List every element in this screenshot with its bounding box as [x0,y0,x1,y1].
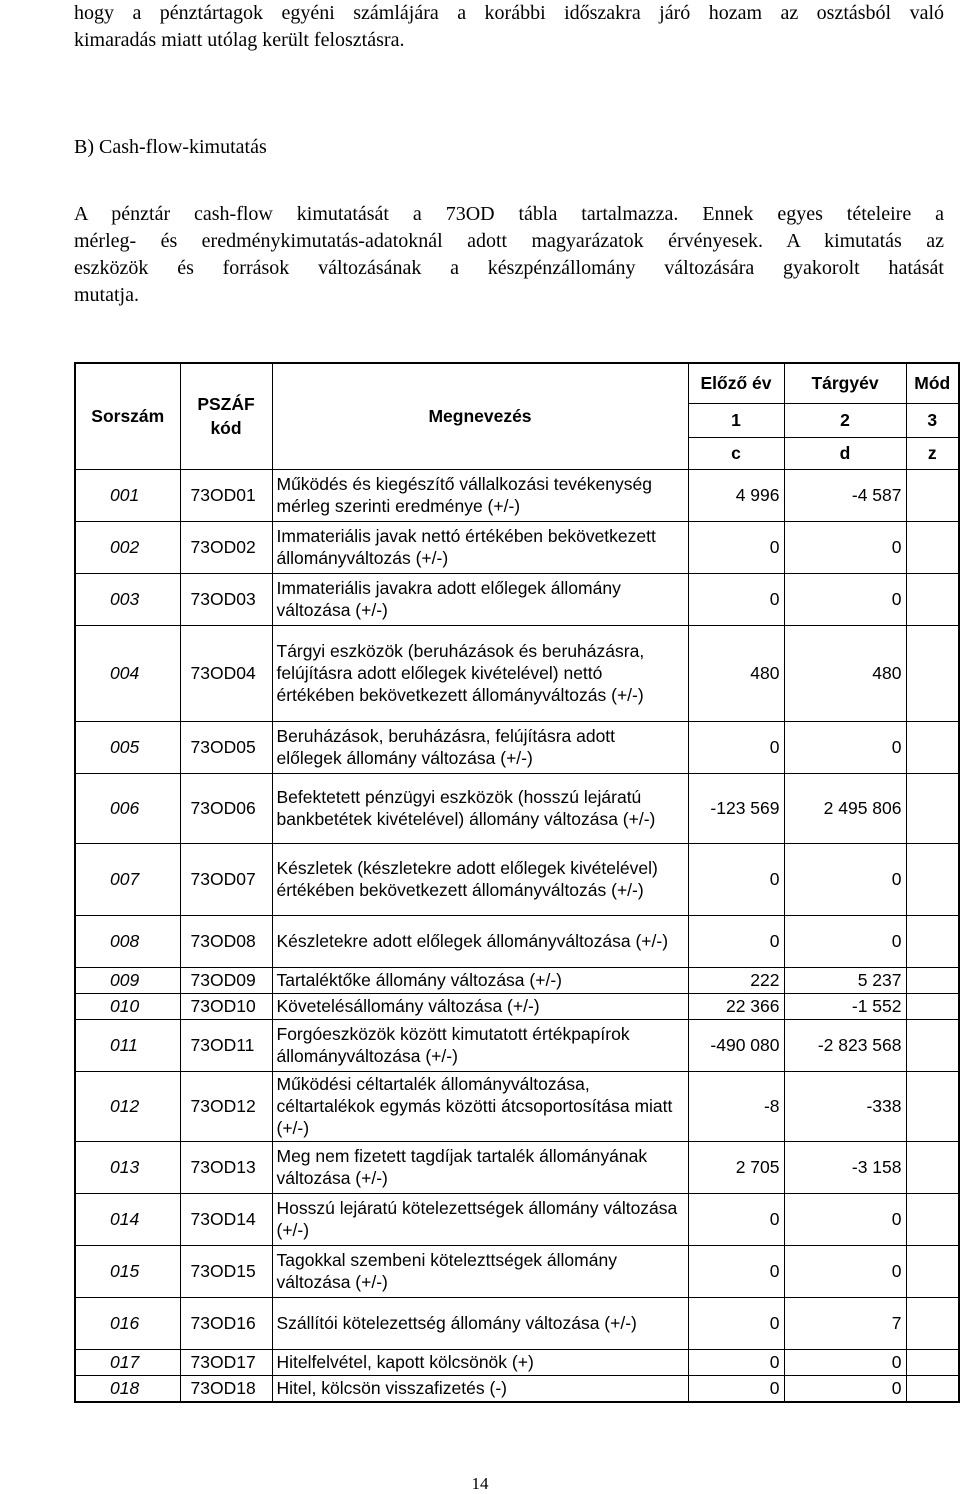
header-sorszam: Sorszám [75,363,180,469]
row-current-year: -3 158 [784,1141,906,1193]
row-description: Hitel, kölcsön visszafizetés (-) [272,1375,688,1402]
row-number: 008 [75,915,180,967]
row-mod [906,1141,959,1193]
row-description: Működés és kiegészítő vállalkozási tevékenység mérleg szerinti eredménye (+/-) [272,469,688,521]
row-prev-year: -490 080 [688,1019,784,1071]
row-mod [906,1019,959,1071]
table-row [75,469,959,521]
row-pszaf-code: 73OD15 [180,1245,272,1297]
row-prev-year: 0 [688,915,784,967]
row-prev-year: 22 366 [688,993,784,1019]
cashflow-table-header [75,363,959,469]
row-mod [906,1193,959,1245]
table-row [75,967,959,993]
row-pszaf-code: 73OD14 [180,1193,272,1245]
row-pszaf-code: 73OD18 [180,1375,272,1402]
row-number: 018 [75,1375,180,1402]
row-pszaf-code: 73OD09 [180,967,272,993]
row-pszaf-code: 73OD08 [180,915,272,967]
row-number: 017 [75,1349,180,1375]
page-number: 14 [471,1474,489,1493]
row-pszaf-code: 73OD05 [180,721,272,773]
row-mod [906,721,959,773]
table-row [75,915,959,967]
cashflow-line-1: A pénztár cash-flow kimutatását a 73OD tábla tartalmazza. Ennek egyes tételeire a [74,203,944,225]
row-description: Tagokkal szembeni kötelezttségek állomány változása (+/-) [272,1245,688,1297]
row-mod [906,573,959,625]
row-pszaf-code: 73OD17 [180,1349,272,1375]
row-number: 009 [75,967,180,993]
row-current-year: 0 [784,843,906,915]
row-prev-year: 480 [688,625,784,721]
table-row [75,1349,959,1375]
table-row [75,521,959,573]
row-number: 001 [75,469,180,521]
header-col-3: 3 [906,403,959,437]
row-number: 011 [75,1019,180,1071]
row-current-year: 0 [784,573,906,625]
table-row [75,1193,959,1245]
intro-paragraph [74,0,944,54]
row-pszaf-code: 73OD11 [180,1019,272,1071]
row-description: Immateriális javakra adott előlegek állomány változása (+/-) [272,573,688,625]
header-col-1: 1 [688,403,784,437]
row-prev-year: 0 [688,573,784,625]
cashflow-line-2: mérleg- és eredménykimutatás-adatoknál adott magyarázatok érvényesek. A kimutatás az [74,230,944,252]
cashflow-table [74,362,960,1403]
row-pszaf-code: 73OD07 [180,843,272,915]
row-current-year: 2 495 806 [784,773,906,843]
row-pszaf-code: 73OD02 [180,521,272,573]
row-pszaf-code: 73OD01 [180,469,272,521]
row-mod [906,773,959,843]
header-col-d: d [784,437,906,469]
row-description: Készletek (készletekre adott előlegek kivételével) értékében bekövetkezett állományváltozás (+/-) [272,843,688,915]
row-prev-year: 0 [688,521,784,573]
intro-line-1: hogy a pénztártagok egyéni számlájára a korábbi időszakra járó hozam az osztásból való [74,2,944,24]
row-current-year: 480 [784,625,906,721]
row-description: Beruházások, beruházásra, felújításra adott előlegek állomány változása (+/-) [272,721,688,773]
cashflow-line-3: eszközök és források változásának a készpénzállomány változására gyakorolt hatását [74,257,944,279]
row-description: Hosszú lejáratú kötelezettségek állomány változása (+/-) [272,1193,688,1245]
row-description: Készletekre adott előlegek állományváltozása (+/-) [272,915,688,967]
header-targyev: Tárgyév [784,363,906,403]
row-description: Szállítói kötelezettség állomány változása (+/-) [272,1297,688,1349]
row-number: 014 [75,1193,180,1245]
table-row [75,1141,959,1193]
row-current-year: 0 [784,721,906,773]
row-prev-year: 0 [688,1349,784,1375]
row-mod [906,843,959,915]
row-description: Követelésállomány változása (+/-) [272,993,688,1019]
row-number: 005 [75,721,180,773]
row-mod [906,1297,959,1349]
row-pszaf-code: 73OD13 [180,1141,272,1193]
row-pszaf-code: 73OD10 [180,993,272,1019]
row-prev-year: 0 [688,1297,784,1349]
row-mod [906,967,959,993]
row-number: 012 [75,1071,180,1141]
row-number: 013 [75,1141,180,1193]
row-current-year: 5 237 [784,967,906,993]
row-pszaf-code: 73OD04 [180,625,272,721]
header-col-c: c [688,437,784,469]
row-pszaf-code: 73OD03 [180,573,272,625]
row-mod [906,915,959,967]
row-description: Immateriális javak nettó értékében bekövetkezett állományváltozás (+/-) [272,521,688,573]
cashflow-line-4: mutatja. [74,284,139,306]
table-row [75,721,959,773]
row-description: Forgóeszközök között kimutatott értékpapírok állományváltozása (+/-) [272,1019,688,1071]
row-prev-year: 0 [688,721,784,773]
row-prev-year: 2 705 [688,1141,784,1193]
row-number: 015 [75,1245,180,1297]
row-prev-year: -8 [688,1071,784,1141]
row-current-year: 0 [784,1193,906,1245]
row-prev-year: 0 [688,843,784,915]
row-prev-year: -123 569 [688,773,784,843]
row-number: 002 [75,521,180,573]
intro-line-2: kimaradás miatt utólag került felosztásra. [74,29,405,51]
row-pszaf-code: 73OD06 [180,773,272,843]
row-mod [906,1349,959,1375]
table-row [75,1297,959,1349]
header-mod: Mód [906,363,959,403]
row-number: 003 [75,573,180,625]
row-mod [906,521,959,573]
row-pszaf-code: 73OD12 [180,1071,272,1141]
table-row [75,993,959,1019]
table-row [75,1375,959,1402]
row-prev-year: 0 [688,1193,784,1245]
table-row [75,1071,959,1141]
row-mod [906,625,959,721]
row-current-year: 0 [784,521,906,573]
row-mod [906,1245,959,1297]
cashflow-table-body [75,469,959,1402]
header-pszaf-code: PSZÁF kód [180,363,272,469]
table-row [75,573,959,625]
row-number: 004 [75,625,180,721]
table-row [75,1245,959,1297]
row-number: 007 [75,843,180,915]
row-mod [906,1071,959,1141]
row-current-year: 0 [784,1375,906,1402]
cashflow-paragraph [74,201,944,309]
row-prev-year: 4 996 [688,469,784,521]
row-number: 016 [75,1297,180,1349]
table-row [75,625,959,721]
row-prev-year: 0 [688,1375,784,1402]
row-mod [906,469,959,521]
table-row [75,843,959,915]
header-col-2: 2 [784,403,906,437]
header-megnevezes: Megnevezés [272,363,688,469]
row-current-year: -338 [784,1071,906,1141]
row-prev-year: 222 [688,967,784,993]
row-description: Tartaléktőke állomány változása (+/-) [272,967,688,993]
row-current-year: 0 [784,915,906,967]
row-current-year: 7 [784,1297,906,1349]
row-current-year: 0 [784,1349,906,1375]
header-elozo-ev: Előző év [688,363,784,403]
row-description: Hitelfelvétel, kapott kölcsönök (+) [272,1349,688,1375]
row-mod [906,993,959,1019]
row-current-year: -4 587 [784,469,906,521]
row-description: Tárgyi eszközök (beruházások és beruházásra, felújításra adott előlegek kivételével) nettó értékében bekövetkezett állományváltozás (+/-) [272,625,688,721]
row-current-year: -1 552 [784,993,906,1019]
row-number: 010 [75,993,180,1019]
row-description: Működési céltartalék állományváltozása, céltartalékok egymás közötti átcsoportosítása miatt (+/-) [272,1071,688,1141]
header-col-z: z [906,437,959,469]
row-pszaf-code: 73OD16 [180,1297,272,1349]
table-row [75,773,959,843]
row-number: 006 [75,773,180,843]
table-row [75,1019,959,1071]
row-prev-year: 0 [688,1245,784,1297]
row-mod [906,1375,959,1402]
row-description: Meg nem fizetett tagdíjak tartalék állományának változása (+/-) [272,1141,688,1193]
row-current-year: -2 823 568 [784,1019,906,1071]
section-heading: B) Cash-flow-kimutatás [74,136,267,158]
row-description: Befektetett pénzügyi eszközök (hosszú lejáratú bankbetétek kivételével) állomány változása (+/-) [272,773,688,843]
row-current-year: 0 [784,1245,906,1297]
